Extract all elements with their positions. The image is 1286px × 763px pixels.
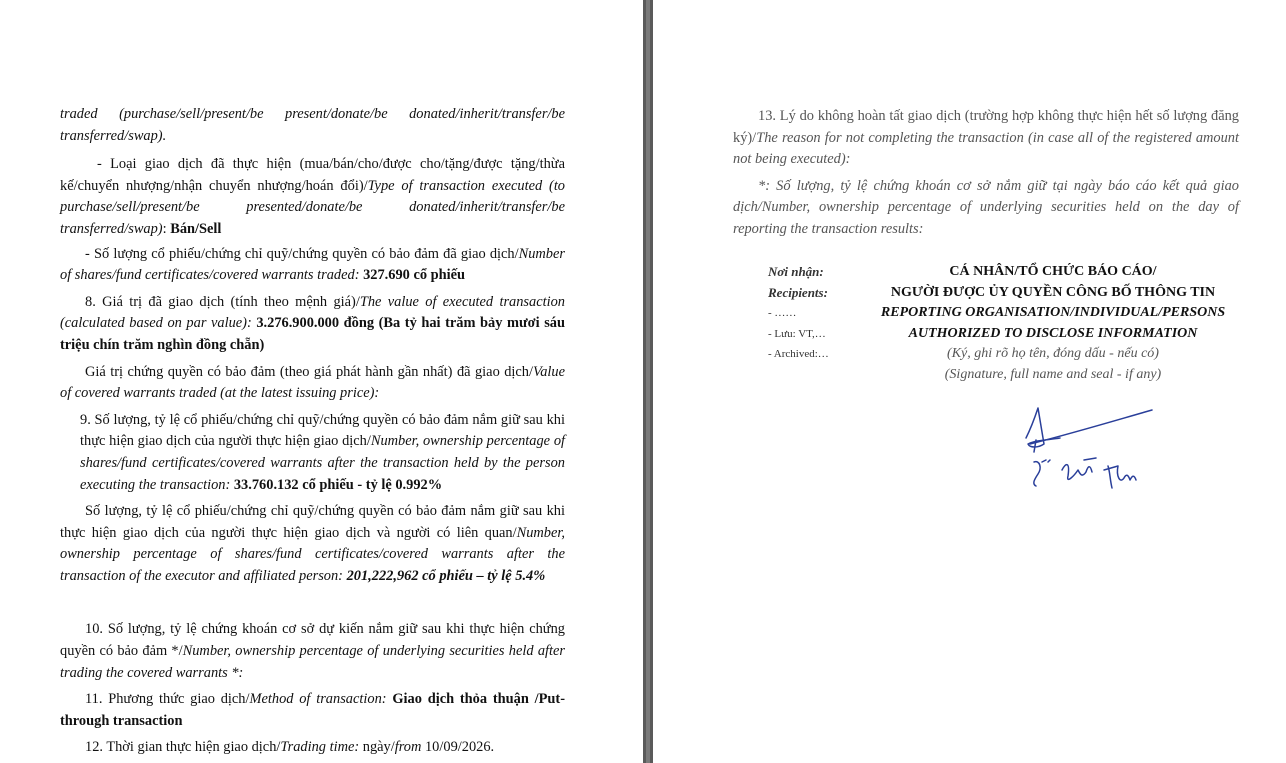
- item12-mid: ngày/: [359, 739, 395, 756]
- org-line-6: (Signature, full name and seal - if any): [944, 366, 1162, 382]
- recipients-label-en: Recipients:: [768, 284, 828, 300]
- left-text-column: [60, 104, 565, 759]
- org-line-1: CÁ NHÂN/TỔ CHỨC BÁO CÁO/: [949, 264, 1157, 279]
- org-line-5: (Ký, ghi rõ họ tên, đóng dấu - nếu có): [947, 346, 1159, 362]
- para-item-8: [60, 292, 565, 357]
- para-traded-continuation: traded (purchase/sell/present/be present/donate/be donated/inherit/transfer/be transferred/swap).: [60, 106, 565, 144]
- item11-en: Method of transaction:: [249, 691, 387, 708]
- item9b-value: 201,222,962 cổ phiếu – tỷ lệ 5.4%: [342, 567, 546, 584]
- handwritten-signature: [1020, 400, 1160, 500]
- quantity-en: Number of shares/fund certificates/covered warrants traded:: [60, 245, 565, 284]
- page-divider: [643, 0, 653, 763]
- recipient-item: - ……: [768, 307, 797, 320]
- type-executed-value: Bán/Sell: [170, 220, 222, 237]
- para-cw-value: [60, 362, 565, 405]
- item9-value: 33.760.132 cổ phiếu - tỷ lệ 0.992%: [230, 476, 443, 493]
- item8-vn: 8. Giá trị đã giao dịch (tính theo mệnh giá)/: [85, 293, 360, 310]
- item10-en: Number, ownership percentage of underlying securities held after trading the covered warrants *:: [60, 643, 565, 681]
- recipients-list: [768, 262, 878, 365]
- quantity-value: 327.690 cổ phiếu: [359, 267, 466, 284]
- para-note: *: Số lượng, tỷ lệ chứng khoán cơ sở nắm giữ tại ngày báo cáo kết quả giao dịch/Number, ownership percentage of underlying securities held on the day of reporting the transaction results:: [733, 177, 1239, 237]
- recipient-item: - Archived:…: [768, 348, 829, 361]
- item8-en: The value of executed transaction (calculated based on par value):: [60, 293, 566, 332]
- right-text-column: [733, 106, 1239, 241]
- item13-en: The reason for not completing the transaction (in case all of the registered amount not being executed):: [733, 129, 1239, 168]
- para-type-executed: [60, 154, 565, 240]
- right-page: [653, 0, 1286, 763]
- item12-vn: 12. Thời gian thực hiện giao dịch/: [85, 739, 281, 756]
- item9b-vn: Số lượng, tỷ lệ cổ phiếu/chứng chỉ quỹ/chứng quyền có bảo đảm nắm giữ sau khi thực hiện giao dịch của người thực hiện giao dịch và người có liên quan/: [60, 503, 565, 541]
- para-quantity-traded: [60, 244, 565, 287]
- item12-en: Trading time:: [280, 739, 360, 756]
- recipient-item: - Lưu: VT,…: [768, 327, 826, 340]
- cw-value-en: Value of covered warrants traded (at the latest issuing price):: [60, 363, 565, 402]
- org-line-3: REPORTING ORGANISATION/INDIVIDUAL/PERSONS: [880, 305, 1226, 321]
- org-line-2: NGƯỜI ĐƯỢC ỦY QUYỀN CÔNG BỐ THÔNG TIN: [890, 284, 1216, 300]
- cw-value-vn: Giá trị chứng quyền có bảo đảm (theo giá phát hành gần nhất) đã giao dịch/: [85, 363, 534, 380]
- para-item-10: [60, 619, 565, 684]
- para-item-13: [733, 106, 1239, 171]
- item12-value: 10/09/2026.: [421, 739, 495, 756]
- type-executed-sep: :: [162, 220, 171, 237]
- para-item-12: [60, 737, 565, 759]
- reporting-organisation: [863, 262, 1243, 386]
- item8-value: 3.276.900.000 đồng (Ba tỷ hai trăm bảy mươi sáu triệu chín trăm nghìn đồng chẵn): [60, 315, 565, 353]
- recipients-label-vn: Nơi nhận:: [768, 264, 824, 279]
- item11-vn: 11. Phương thức giao dịch/: [85, 691, 250, 708]
- para-item-9b: [60, 501, 565, 587]
- item9-en: Number, ownership percentage of shares/fund certificates/covered warrants after the transaction held by the person executing the transaction:: [80, 433, 566, 493]
- item9b-en: Number, ownership percentage of shares/fund certificates/covered warrants after the transaction of the executor and affiliated person:: [60, 524, 565, 584]
- type-executed-vn: - Loại giao dịch đã thực hiện (mua/bán/cho/được cho/tặng/được tặng/thừa kế/chuyển nhượng/nhận chuyển nhượng/hoán đổi)/: [60, 156, 565, 194]
- item10-vn: 10. Số lượng, tỷ lệ chứng khoán cơ sở dự kiến nắm giữ sau khi thực hiện chứng quyền có bảo đảm */: [60, 621, 565, 660]
- para-item-11: [60, 689, 565, 732]
- item9-vn: 9. Số lượng, tỷ lệ cổ phiếu/chứng chỉ quỹ/chứng quyền có bảo đảm nắm giữ sau khi thực hiện giao dịch của người thực hiện giao dịch/: [80, 411, 565, 450]
- org-line-4: AUTHORIZED TO DISCLOSE INFORMATION: [908, 325, 1198, 341]
- item13-vn: 13. Lý do không hoàn tất giao dịch (trường hợp không thực hiện hết số lượng đăng ký)/: [733, 108, 1239, 146]
- quantity-vn: - Số lượng cổ phiếu/chứng chỉ quỹ/chứng quyền có bảo đảm đã giao dịch/: [85, 245, 519, 262]
- item11-value: Giao dịch thỏa thuận /Put-through transaction: [60, 691, 565, 729]
- item12-en2: from: [394, 739, 422, 756]
- para-item-9: [60, 410, 565, 496]
- type-executed-en: Type of transaction executed (to purchase/sell/present/be presented/donate/be donated/inherit/transfer/be transferred/swap): [60, 177, 566, 237]
